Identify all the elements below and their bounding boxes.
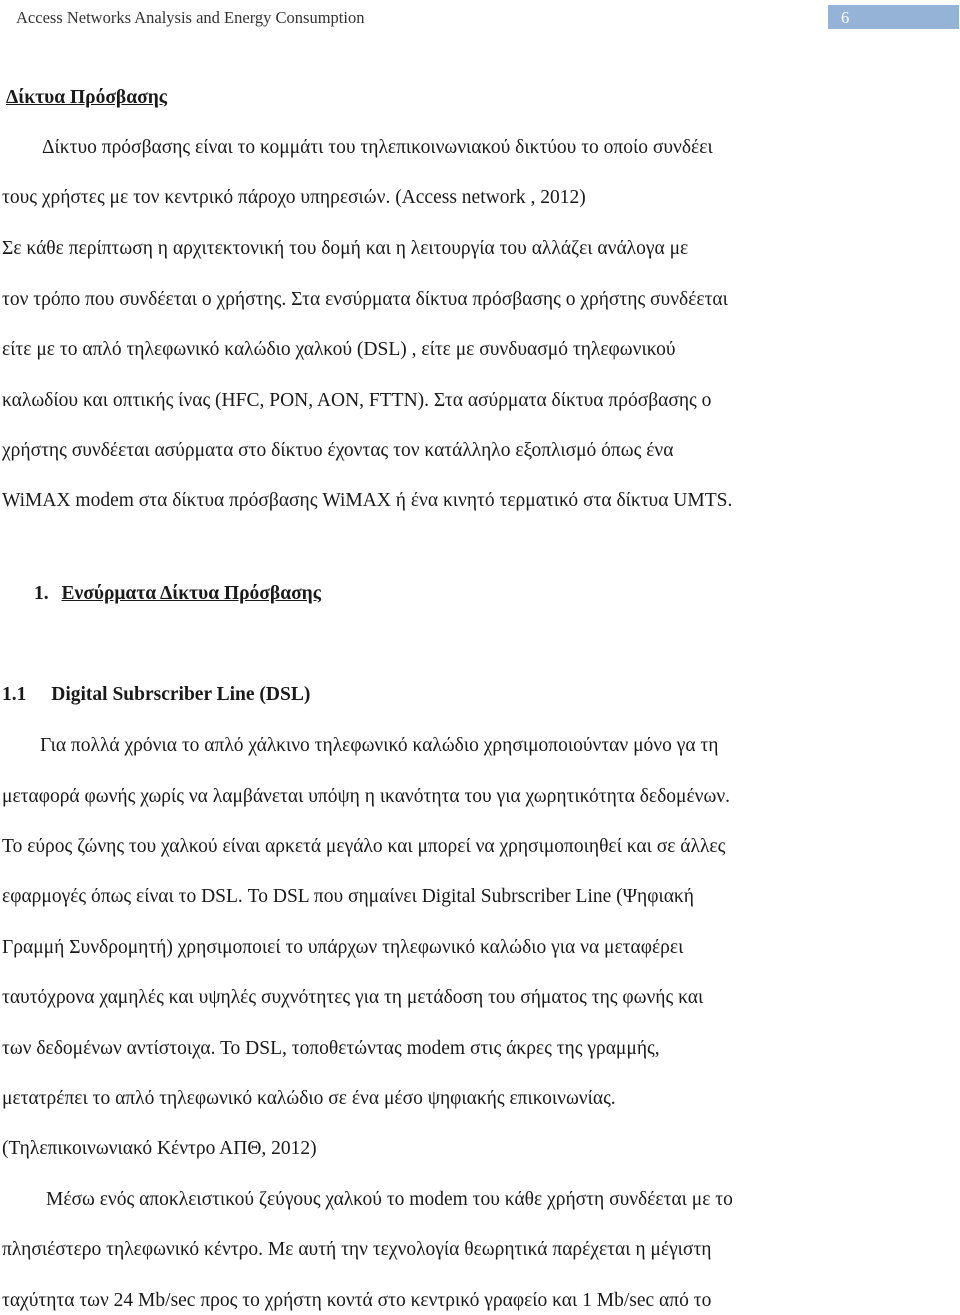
subsection-heading-title: Digital Subrscriber Line (DSL)	[51, 684, 311, 705]
running-header-title: Access Networks Analysis and Energy Consumption	[16, 8, 365, 27]
list-heading-title: Ενσύρματα Δίκτυα Πρόσβασης	[61, 583, 321, 604]
list-heading-number: 1.	[34, 583, 49, 604]
citation-line: (Τηλεπικοινωνιακό Κέντρο ΑΠΘ, 2012)	[2, 1138, 317, 1159]
paragraph-line: Μέσω ενός αποκλειστικού ζεύγους χαλκού το modem του κάθε χρήστη συνδέεται με το	[46, 1189, 733, 1210]
page-header	[0, 0, 960, 36]
paragraph-line: ταχύτητα των 24 Mb/sec προς το χρήστη κοντά στο κεντρικό γραφείο και 1 Mb/sec από το	[2, 1290, 712, 1311]
paragraph-line: των δεδομένων αντίστοιχα. Το DSL, τοποθετώντας modem στις άκρες της γραμμής,	[2, 1038, 660, 1059]
list-heading	[34, 582, 960, 606]
paragraph-line: ταυτόχρονα χαμηλές και υψηλές συχνότητες για τη μετάδοση του σήματος της φωνής και	[2, 987, 704, 1008]
paragraph-line: Γραμμή Συνδρομητή) χρησιμοποιεί το υπάρχων τηλεφωνικό καλώδιο για να μεταφέρει	[2, 937, 684, 958]
paragraph-line: είτε με το απλό τηλεφωνικό καλώδιο χαλκού (DSL) , είτε με συνδυασμό τηλεφωνικού	[2, 339, 676, 360]
paragraph-line: μεταφορά φωνής χωρίς να λαμβάνεται υπόψη η ικανότητα του για χωρητικότητα δεδομένων.	[2, 786, 731, 807]
paragraph-line: πλησιέστερο τηλεφωνικό κέντρο. Με αυτή την τεχνολογία θεωρητικά παρέχεται η μέγιστη	[2, 1239, 712, 1260]
page-number-box	[828, 5, 959, 29]
paragraph-line: τον τρόπο που συνδέεται ο χρήστης. Στα ενσύρματα δίκτυα πρόσβασης ο χρήστης συνδέεται	[2, 289, 728, 310]
paragraph-line: Για πολλά χρόνια το απλό χάλκινο τηλεφωνικό καλώδιο χρησιμοποιούνταν μόνο γα τη	[40, 735, 719, 756]
paragraph-line: καλωδίου και οπτικής ίνας (HFC, PON, AON, FTTN). Στα ασύρματα δίκτυα πρόσβασης ο	[2, 390, 712, 411]
paragraph-line: Το εύρος ζώνης του χαλκού είναι αρκετά μεγάλο και μπορεί να χρησιμοποιηθεί και σε άλλες	[2, 836, 726, 857]
paragraph-line: μετατρέπει το απλό τηλεφωνικό καλώδιο σε ένα μέσο ψηφιακής επικοινωνίας.	[2, 1088, 616, 1109]
paragraph-line: Δίκτυο πρόσβασης είναι το κομμάτι του τηλεπικοινωνιακού δικτύου το οποίο συνδέει	[42, 137, 713, 158]
subsection-heading-number: 1.1	[2, 684, 27, 705]
paragraph-line: Σε κάθε περίπτωση η αρχιτεκτονική του δομή και η λειτουργία του αλλάζει ανάλογα με	[2, 238, 689, 259]
paragraph-line: WiMAX modem στα δίκτυα πρόσβασης WiMAX ή ένα κινητό τερματικό στα δίκτυα UMTS.	[2, 490, 733, 511]
paragraph-line: εφαρμογές όπως είναι το DSL. Το DSL που σημαίνει Digital Subrscriber Line (Ψηφιακή	[2, 886, 694, 907]
subsection-heading	[2, 683, 960, 707]
paragraph-line: χρήστης συνδέεται ασύρματα στο δίκτυο έχοντας τον κατάλληλο εξοπλισμό όπως ένα	[2, 440, 674, 461]
paragraph-line: τους χρήστες με τον κεντρικό πάροχο υπηρεσιών. (Access network , 2012)	[2, 187, 586, 208]
section-title: Δίκτυα Πρόσβασης	[6, 87, 167, 108]
page-number: 6	[841, 8, 850, 27]
